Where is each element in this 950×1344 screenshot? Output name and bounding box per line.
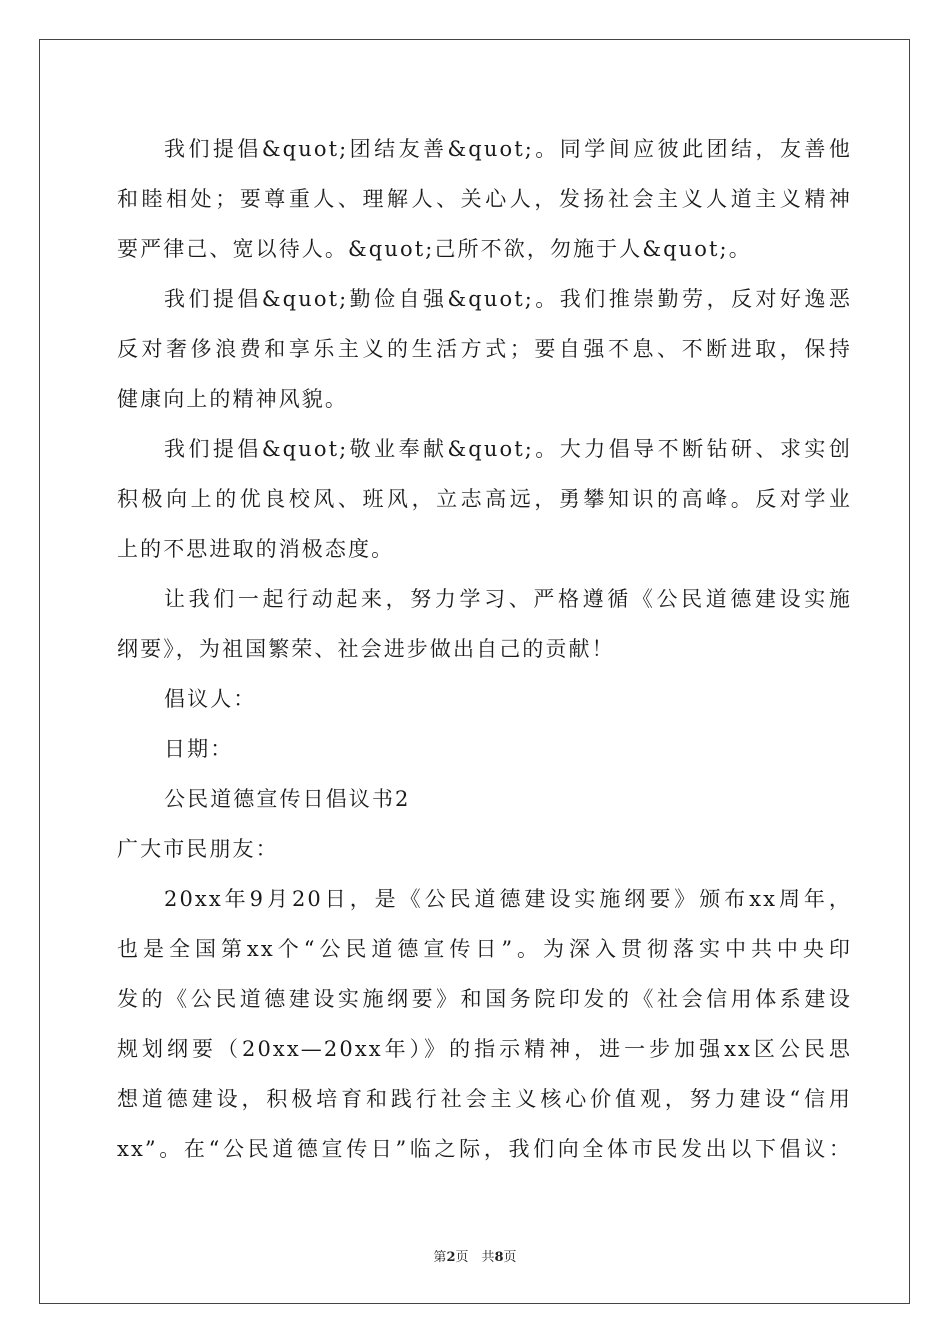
- document-body: [117, 124, 852, 1174]
- page-footer: [0, 1246, 950, 1265]
- text-line: 规划纲要（20xx—20xx年）》的指示精神，进一步加强xx区公民思: [117, 1037, 852, 1061]
- text-line: 想道德建设，积极培育和践行社会主义核心价值观，努力建设“信用: [117, 1087, 852, 1111]
- text-line: 也是全国第xx个“公民道德宣传日”。为深入贯彻落实中共中央印: [117, 937, 852, 961]
- total-page-count: 8: [494, 1250, 504, 1265]
- text-line: 我们提倡&quot;团结友善&quot;。同学间应彼此团结，友善他: [164, 137, 852, 161]
- text-line: 发的《公民道德建设实施纲要》和国务院印发的《社会信用体系建设: [117, 987, 852, 1011]
- proposer-label: 倡议人：: [164, 687, 257, 711]
- footer-suffix: 页: [503, 1250, 517, 1265]
- salutation: 广大市民朋友：: [117, 837, 279, 861]
- text-line: 和睦相处；要尊重人、理解人、关心人，发扬社会主义人道主义精神: [117, 187, 852, 211]
- footer-prefix: 第: [433, 1250, 447, 1265]
- text-line: 要严律己、宽以待人。&quot;己所不欲，勿施于人&quot;。: [117, 237, 752, 261]
- text-line: 纲要》，为祖国繁荣、社会进步做出自己的贡献！: [117, 637, 615, 661]
- text-line: 上的不思进取的消极态度。: [117, 537, 395, 561]
- section-title: 公民道德宣传日倡议书2: [164, 787, 411, 811]
- text-line: 让我们一起行动起来，努力学习、严格遵循《公民道德建设实施: [164, 587, 852, 611]
- text-line: 我们提倡&quot;敬业奉献&quot;。大力倡导不断钻研、求实创: [164, 437, 852, 461]
- current-page-number: 2: [446, 1250, 456, 1265]
- text-line: 20xx年9月20日，是《公民道德建设实施纲要》颁布xx周年，: [164, 887, 852, 911]
- text-line: 我们提倡&quot;勤俭自强&quot;。我们推崇勤劳，反对好逸恶: [164, 287, 852, 311]
- text-line: xx”。在“公民道德宣传日”临之际，我们向全体市民发出以下倡议：: [117, 1137, 852, 1161]
- text-line: 健康向上的精神风貌。: [117, 387, 348, 411]
- text-line: 积极向上的优良校风、班风，立志高远，勇攀知识的高峰。反对学业: [117, 487, 852, 511]
- date-label: 日期：: [164, 737, 234, 761]
- text-line: 反对奢侈浪费和享乐主义的生活方式；要自强不息、不断进取，保持: [117, 337, 852, 361]
- footer-mid: 页 共: [455, 1250, 495, 1265]
